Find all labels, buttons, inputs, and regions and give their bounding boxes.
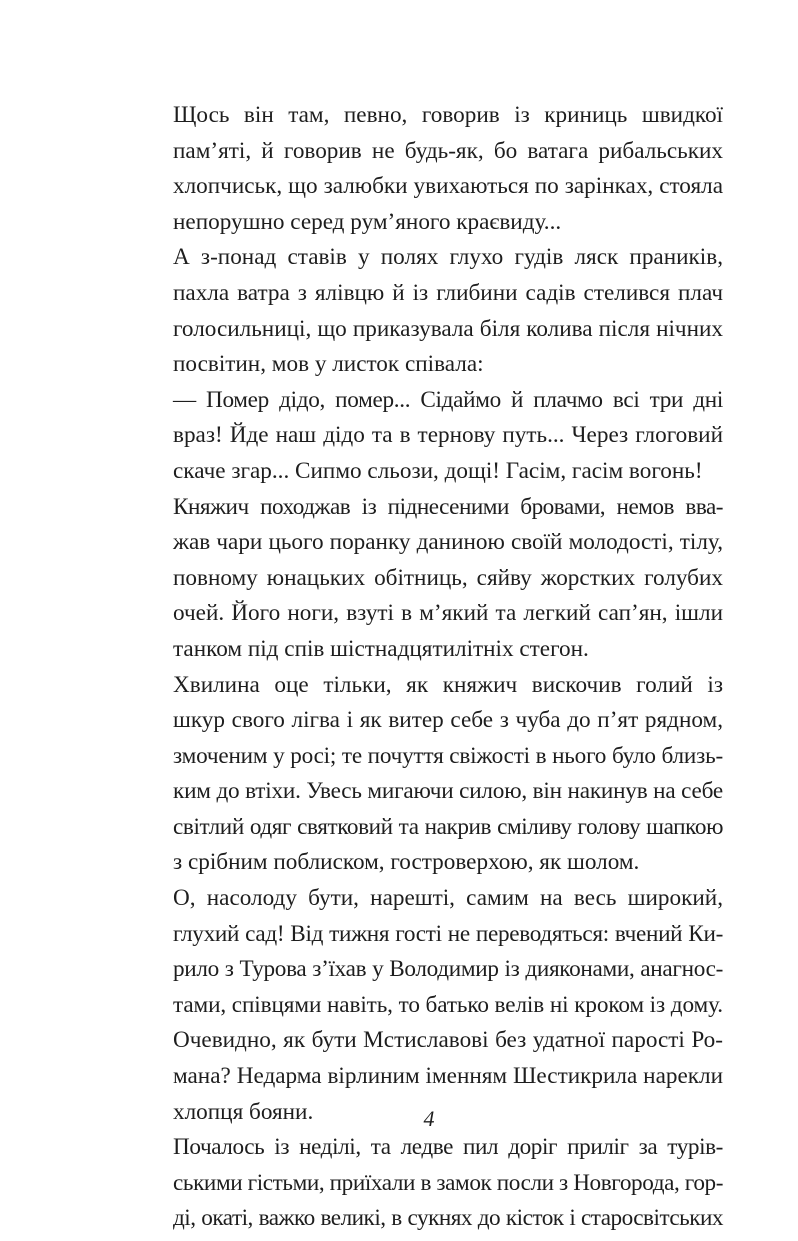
text-line: пам’яті, й говорив не будь-як, бо ватага рибальських (173, 137, 723, 164)
paragraph-2 (136, 240, 723, 382)
page-body (136, 98, 723, 1237)
paragraph-7 (136, 1130, 723, 1237)
text-line: ді, окаті, важко великі, в сукнях до кісток і старосвітських (173, 1205, 723, 1232)
text-line: ськими гістьми, приїхали в замок посли з Новгорода, гор- (173, 1169, 724, 1196)
paragraph-1 (136, 98, 723, 240)
paragraph-4 (136, 490, 723, 668)
text-line: рило з Турова з’їхав у Володимир із дияконами, анагнос- (173, 956, 723, 983)
page-number: 4 (423, 1106, 435, 1131)
text-line: Очевидно, як бути Мстиславові без удатної парості Ро- (173, 1027, 723, 1054)
text-line: тами, співцями навіть, то батько велів ні кроком із дому. (173, 991, 723, 1018)
text-line: танком під спів шістнадцятилітніх стегон. (173, 635, 589, 662)
text-line: посвітин, мов у листок співала: (173, 351, 484, 378)
text-line: враз! Йде наш дідо та в тернову путь... Через глоговий (173, 422, 723, 449)
text-line: жав чари цього поранку даниною своїй молодості, тілу, (173, 529, 723, 556)
text-line: пахла ватра з ялівцю й із глибини садів стелився плач (173, 279, 723, 306)
text-line: — Помер дідо, помер... Сідаймо й плачмо всі три дні (173, 386, 723, 413)
text-line: глухий сад! Від тижня гості не переводяться: вчений Ки- (173, 920, 723, 947)
text-line: Почалось із неділі, та ледве пил доріг приліг за турів- (173, 1134, 723, 1161)
text-line: повному юнацьких обітниць, сяйву жорстких голубих (173, 564, 723, 591)
text-line: шкур свого лігва і як витер себе з чуба до п’ят рядном, (173, 707, 723, 734)
text-line: мана? Недарма вірлиним іменням Шестикрила нарекли (173, 1063, 723, 1090)
text-line: Княжич походжав із піднесеними бровами, немов вва- (173, 493, 723, 520)
text-line: світлий одяг святковий та накрив сміливу голову шапкою (173, 813, 723, 840)
text-line: з срібним поблиском, гостроверхою, як шолом. (173, 849, 640, 876)
text-line: ким до втіхи. Увесь мигаючи силою, він накинув на себе (173, 778, 723, 805)
text-line: очей. Його ноги, взуті в м’який та легкий сап’ян, ішли (173, 600, 723, 627)
text-line: А з-понад ставів у полях глухо гудів ляск праників, (173, 244, 723, 271)
paragraph-5 (136, 668, 723, 882)
text-line: голосильниці, що приказувала біля колива після нічних (173, 315, 723, 342)
paragraph-6 (136, 881, 723, 1130)
text-line: скаче згар... Сипмо сльози, дощі! Гасім, гасім вогонь! (173, 457, 703, 484)
text-line: Щось він там, певно, говорив із криниць швидкої (173, 102, 723, 128)
text-line: хлопчиськ, що залюбки увихаються по зарінках, стояла (173, 173, 723, 200)
text-line: змоченим у росі; те почуття свіжості в нього було близь- (173, 742, 723, 769)
text-line: непорушно серед рум’яного краєвиду... (173, 208, 562, 235)
text-line: хлопця бояни. (173, 1098, 314, 1125)
text-line: О, насолоду бути, нарешті, самим на весь широкий, (173, 885, 723, 912)
text-line: Хвилина оце тільки, як княжич вискочив голий із (173, 671, 723, 698)
paragraph-3 (136, 383, 723, 490)
